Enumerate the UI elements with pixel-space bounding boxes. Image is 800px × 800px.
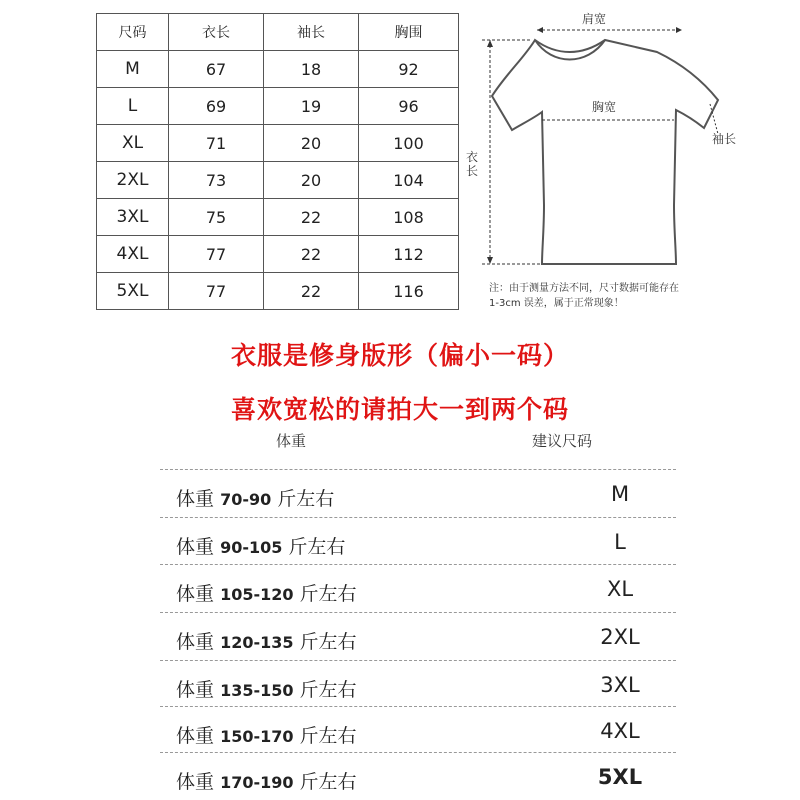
length-cell: 77: [169, 236, 264, 273]
size-cell: 4XL: [97, 236, 169, 273]
length-cell: 67: [169, 51, 264, 88]
list-item: [160, 469, 676, 516]
chest-cell: 96: [359, 88, 459, 125]
list-item: [160, 564, 676, 611]
chest-cell: 100: [359, 125, 459, 162]
chest-cell: 104: [359, 162, 459, 199]
sleeve-cell: 22: [264, 236, 359, 273]
size-cell: M: [97, 51, 169, 88]
sleeve-cell: 18: [264, 51, 359, 88]
list-item: [160, 517, 676, 564]
size-cell: XL: [97, 125, 169, 162]
recommended-size: XL: [606, 577, 634, 601]
note-line-1: 注：由于测量方法不同，尺寸数据可能存在: [489, 283, 679, 294]
sleeve-label: 袖长: [712, 132, 737, 146]
list-item: [160, 660, 676, 707]
fit-notice-line-2: 喜欢宽松的请拍大一到两个码: [230, 395, 569, 424]
sleeve-cell: 22: [264, 273, 359, 310]
header-length: 衣长: [169, 14, 264, 51]
sleeve-cell: 19: [264, 88, 359, 125]
sleeve-cell: 20: [264, 125, 359, 162]
weight-header: 体重: [276, 432, 307, 450]
weight-range: 体重 120-135 斤左右: [176, 631, 357, 653]
tshirt-diagram: [462, 0, 800, 320]
table-row: [97, 88, 459, 125]
shoulder-label: 肩宽: [582, 12, 607, 26]
recommended-size-header: 建议尺码: [532, 432, 593, 450]
size-cell: 2XL: [97, 162, 169, 199]
size-table-header: [97, 14, 459, 51]
recommended-size: L: [614, 530, 626, 554]
list-item: [160, 752, 676, 799]
length-cell: 69: [169, 88, 264, 125]
table-row: [97, 125, 459, 162]
size-cell: 3XL: [97, 199, 169, 236]
tshirt-icon: [462, 0, 800, 320]
length-label: 衣长: [466, 150, 479, 178]
weight-range: 体重 170-190 斤左右: [176, 771, 357, 793]
list-item: [160, 706, 676, 753]
size-cell: L: [97, 88, 169, 125]
recommended-size: M: [610, 482, 630, 506]
recommended-size: 3XL: [600, 673, 640, 697]
chest-cell: 108: [359, 199, 459, 236]
size-table: [96, 13, 459, 310]
note-line-2: 1-3cm 误差，属于正常现象！: [489, 298, 624, 309]
length-cell: 75: [169, 199, 264, 236]
recommended-size: 2XL: [600, 625, 640, 649]
weight-range: 体重 150-170 斤左右: [176, 725, 357, 747]
table-row: [97, 199, 459, 236]
sleeve-cell: 22: [264, 199, 359, 236]
sleeve-cell: 20: [264, 162, 359, 199]
chest-label: 胸宽: [592, 100, 617, 114]
table-row: [97, 273, 459, 310]
weight-range: 体重 135-150 斤左右: [176, 679, 357, 701]
recommended-size: 5XL: [597, 765, 643, 789]
weight-range: 体重 105-120 斤左右: [176, 583, 357, 605]
measurement-note: [489, 281, 789, 311]
size-cell: 5XL: [97, 273, 169, 310]
weight-range: 体重 70-90 斤左右: [176, 488, 335, 510]
length-cell: 73: [169, 162, 264, 199]
recommended-size: 4XL: [600, 719, 640, 743]
length-cell: 71: [169, 125, 264, 162]
chest-cell: 116: [359, 273, 459, 310]
table-row: [97, 51, 459, 88]
fit-notice-line-1: 衣服是修身版形（偏小一码）: [230, 341, 569, 370]
header-size: 尺码: [97, 14, 169, 51]
chest-cell: 92: [359, 51, 459, 88]
list-item: [160, 612, 676, 659]
header-sleeve: 袖长: [264, 14, 359, 51]
weight-range: 体重 90-105 斤左右: [176, 536, 346, 558]
chest-cell: 112: [359, 236, 459, 273]
table-row: [97, 236, 459, 273]
table-row: [97, 162, 459, 199]
header-chest: 胸围: [359, 14, 459, 51]
length-cell: 77: [169, 273, 264, 310]
